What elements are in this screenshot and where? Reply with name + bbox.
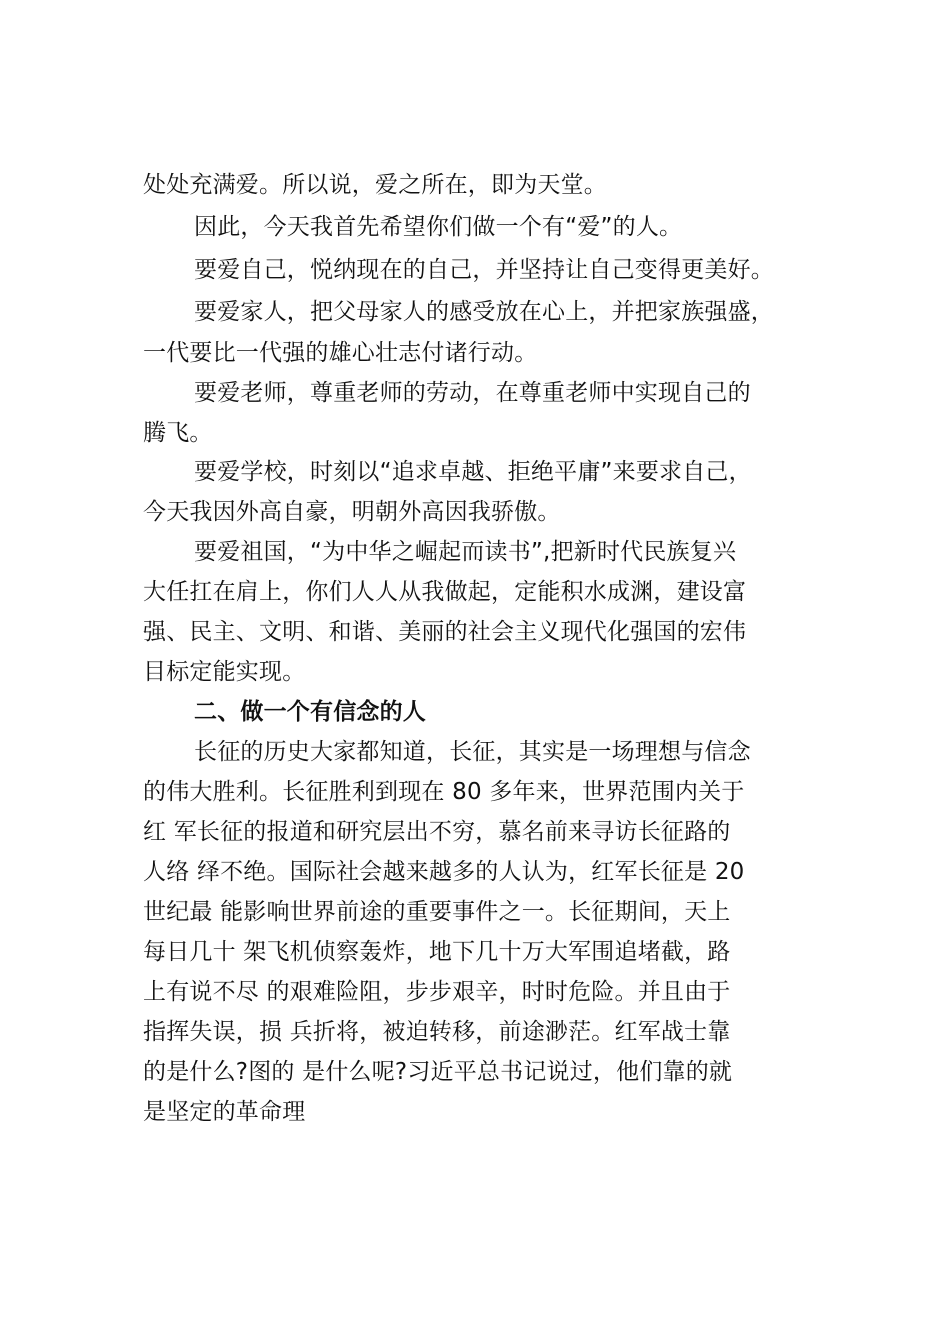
text-line: 强、民主、文明、和谐、美丽的社会主义现代化强国的宏伟 <box>143 619 747 645</box>
text-line: 是坚定的革命理 <box>143 1099 306 1125</box>
text-line: 红 军长征的报道和研究层出不穷，慕名前来寻访长征路的 <box>143 819 731 845</box>
text-line: 指挥失误，损 兵折将，被迫转移，前途渺茫。红军战士靠 <box>143 1019 731 1045</box>
text-line: 人络 绎不绝。国际社会越来越多的人认为，红军长征是 20 <box>143 859 745 885</box>
text-line: 世纪最 能影响世界前途的重要事件之一。长征期间，天上 <box>143 899 731 925</box>
text-line: 处处充满爱。所以说，爱之所在，即为天堂。 <box>143 172 607 198</box>
text-line: 要爱老师，尊重老师的劳动，在尊重老师中实现自己的 <box>194 380 751 406</box>
text-line: 要爱祖国，“为中华之崛起而读书”,把新时代民族复兴 <box>194 539 737 565</box>
text-line: 一代要比一代强的雄心壮志付诸行动。 <box>143 340 538 366</box>
text-line: 的伟大胜利。长征胜利到现在 80 多年来，世界范围内关于 <box>143 779 745 805</box>
section-heading: 二、做一个有信念的人 <box>194 699 426 725</box>
text-line: 长征的历史大家都知道，长征，其实是一场理想与信念 <box>194 739 751 765</box>
text-line: 每日几十 架飞机侦察轰炸，地下几十万大军围追堵截，路 <box>143 939 731 965</box>
text-line: 腾飞。 <box>143 420 213 446</box>
text-line: 的是什么?图的 是什么呢?习近平总书记说过，他们靠的就 <box>143 1059 733 1085</box>
text-line: 因此，今天我首先希望你们做一个有“爱”的人。 <box>194 214 683 240</box>
text-line: 要爱自己，悦纳现在的自己，并坚持让自己变得更美好。 <box>194 257 774 283</box>
text-line: 今天我因外高自豪，明朝外高因我骄傲。 <box>143 499 561 525</box>
text-line: 大任扛在肩上，你们人人从我做起，定能积水成渊，建设富 <box>143 579 747 605</box>
text-line: 上有说不尽 的艰难险阻，步步艰辛，时时危险。并且由于 <box>143 979 731 1005</box>
text-line: 要爱学校，时刻以“追求卓越、拒绝平庸”来要求自己， <box>194 459 752 485</box>
text-line: 目标定能实现。 <box>143 659 306 685</box>
text-line: 要爱家人，把父母家人的感受放在心上，并把家族强盛， <box>194 299 774 325</box>
